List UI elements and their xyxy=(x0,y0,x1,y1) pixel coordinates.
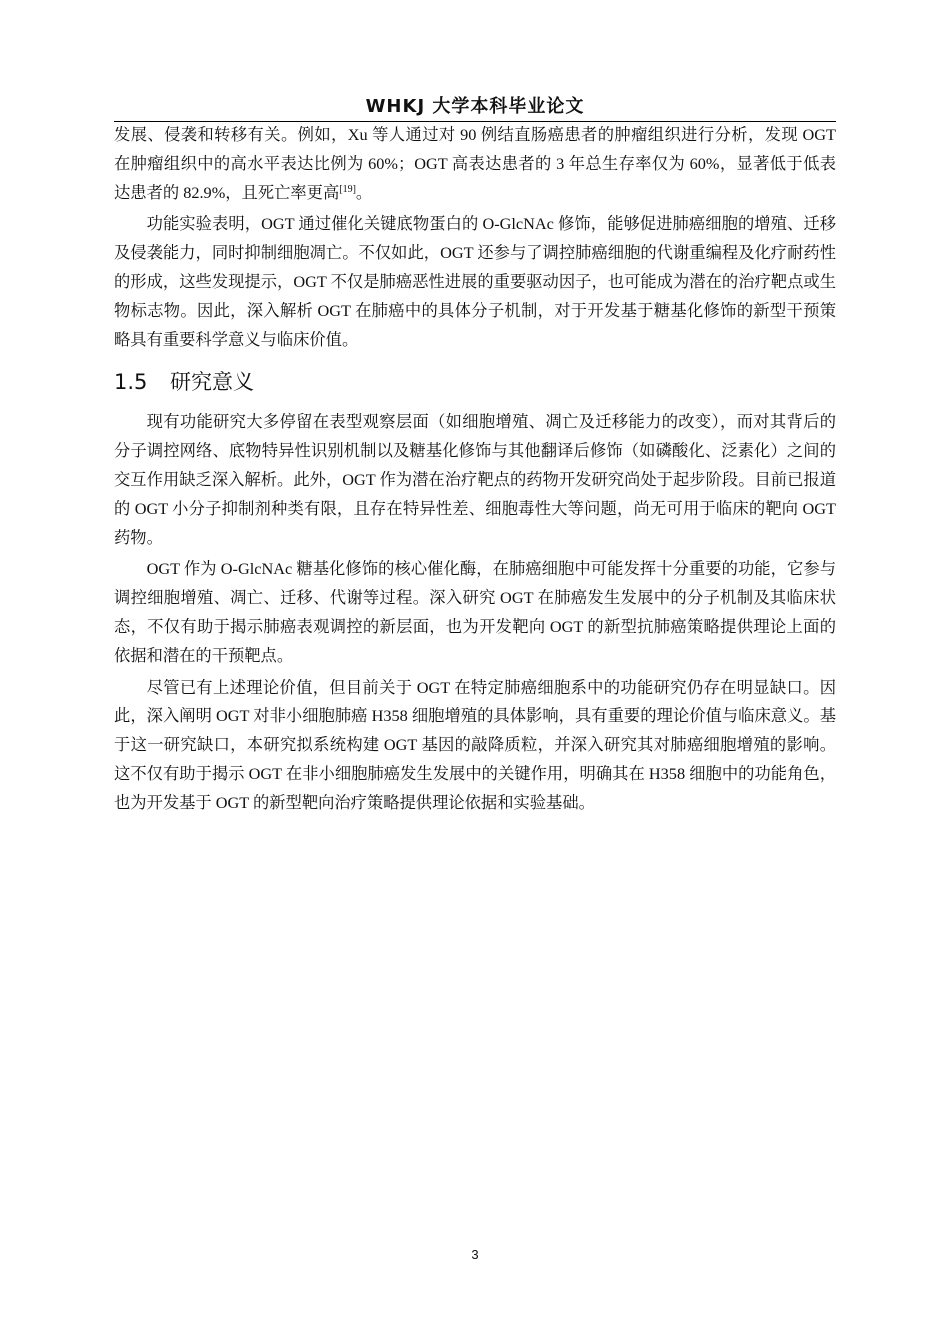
paragraph-continued xyxy=(114,121,836,207)
paragraph-research-gap: 尽管已有上述理论价值，但目前关于 OGT 在特定肺癌细胞系中的功能研究仍存在明显缺口。因此，深入阐明 OGT 对非小细胞肺癌 H358 细胞增殖的具体影响，具有重要的理论价值与临床意义。基于这一研究缺口，本研究拟系统构建 OGT 基因的敲降质粒，并深入研究其对肺癌细胞增殖的影响。这不仅有助于揭示 OGT 在非小细胞肺癌发生发展中的关键作用，明确其在 H358 细胞中的功能角色，也为开发基于 OGT 的新型靶向治疗策略提供理论依据和实验基础。 xyxy=(114,677,836,812)
document-body xyxy=(114,121,836,818)
paragraph-current-research: 现有功能研究大多停留在表型观察层面（如细胞增殖、凋亡及迁移能力的改变），而对其背后的分子调控网络、底物特异性识别机制以及糖基化修饰与其他翻译后修饰（如磷酸化、泛素化）之间的交互作用缺乏深入解析。此外，OGT 作为潜在治疗靶点的药物开发研究尚处于起步阶段。目前已报道的 OGT 小分子抑制剂种类有限，且存在特异性差、细胞毒性大等问题，尚无可用于临床的靶向 OGT 药物。 xyxy=(114,412,836,547)
running-header: WHKJ 大学本科毕业论文 xyxy=(365,96,585,117)
paragraph-functional-experiments: 功能实验表明，OGT 通过催化关键底物蛋白的 O-GlcNAc 修饰，能够促进肺癌细胞的增殖、迁移及侵袭能力，同时抑制细胞凋亡。不仅如此，OGT 还参与了调控肺癌细胞的代谢重编程及化疗耐药性的形成，这些发现提示，OGT 不仅是肺癌恶性进展的重要驱动因子，也可能成为潜在的治疗靶点或生物标志物。因此，深入解析 OGT 在肺癌中的具体分子机制，对于开发基于糖基化修饰的新型干预策略具有重要科学意义与临床价值。 xyxy=(114,214,836,349)
paragraph-text: 发展、侵袭和转移有关。例如，Xu 等人通过对 90 例结直肠癌患者的肿瘤组织进行分析，发现 OGT 在肿瘤组织中的高水平表达比例为 60%；OGT 高表达患者的 3 年总生存率仅为 60%，显著低于低表达患者的 82.9%，且死亡率更高 xyxy=(114,125,836,202)
page-number: 3 xyxy=(471,1247,479,1262)
paragraph-tail: 。 xyxy=(355,182,373,202)
citation-reference[interactable]: [19] xyxy=(339,183,356,195)
paragraph-ogt-role: OGT 作为 O-GlcNAc 糖基化修饰的核心催化酶，在肺癌细胞中可能发挥十分重要的功能，它参与调控细胞增殖、凋亡、迁移、代谢等过程。深入研究 OGT 在肺癌发生发展中的分子机制及其临床状态，不仅有助于揭示肺癌表观调控的新层面，也为开发靶向 OGT 的新型抗肺癌策略提供理论上面的依据和潜在的干预靶点。 xyxy=(114,559,836,665)
section-number: 1.5 xyxy=(114,370,148,395)
section-heading xyxy=(114,364,836,400)
section-title: 研究意义 xyxy=(170,370,254,395)
